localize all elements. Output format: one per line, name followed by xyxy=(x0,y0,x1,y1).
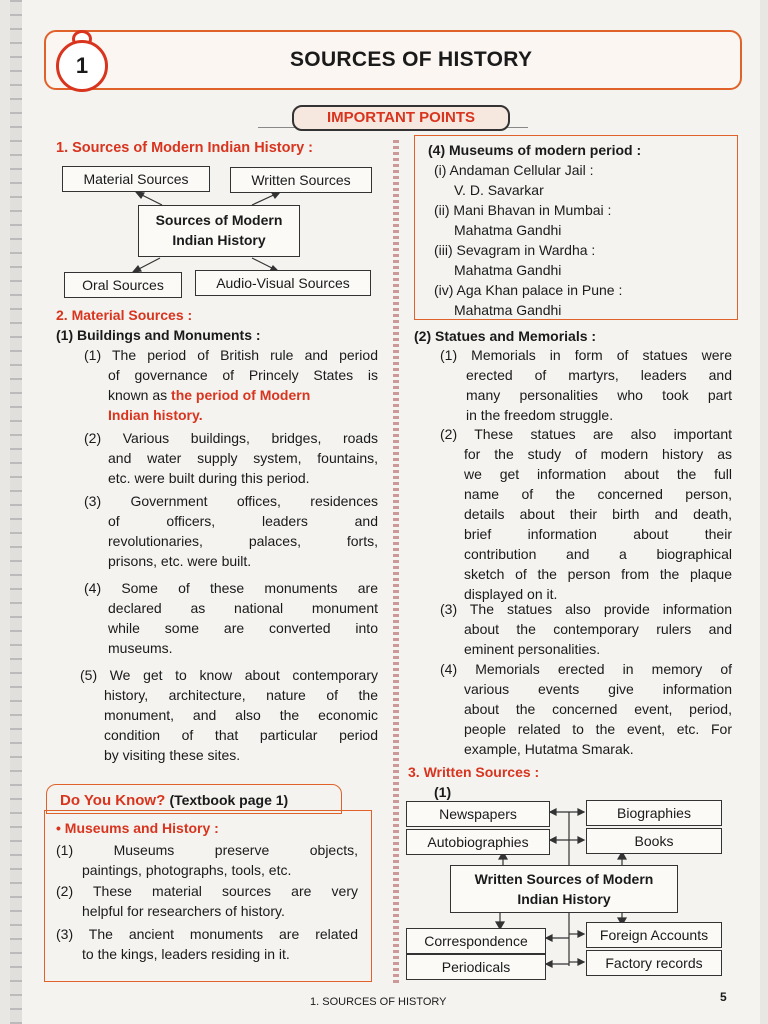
statues-point-3: (3) The statues also provide information about the contemporary rulers and eminent personalities. xyxy=(440,601,732,657)
material-point-2: (2) Various buildings, bridges, roads and water supply system, fountains, etc. were built during this period. xyxy=(84,430,378,486)
foreign-accounts-box: Foreign Accounts xyxy=(586,922,722,948)
statues-memorials-heading: (2) Statues and Memorials : xyxy=(414,328,597,344)
newspapers-box: Newspapers xyxy=(406,801,550,827)
chapter-title: SOURCES OF HISTORY xyxy=(290,48,533,71)
center-line-1: Sources of Modern xyxy=(155,212,283,228)
do-you-know-title: Do You Know? (Textbook page 1) xyxy=(60,792,289,809)
museums-history-heading: • Museums and History : xyxy=(56,820,219,836)
written-sources-box: Written Sources xyxy=(230,167,372,193)
written-center-line-2: Indian History xyxy=(517,891,611,907)
dyk-point-1: (1) Museums preserve objects, paintings, photographs, tools, etc. xyxy=(56,842,358,878)
section2-heading: 2. Material Sources : xyxy=(56,307,193,323)
biographies-box: Biographies xyxy=(586,800,722,826)
page-footer: 1. SOURCES OF HISTORY xyxy=(310,996,447,1008)
museums-heading: (4) Museums of modern period : xyxy=(428,142,642,158)
factory-records-box: Factory records xyxy=(586,950,722,976)
sources-modern-history-box xyxy=(138,205,300,257)
statues-point-2: (2) These statues are also important for the study of modern history as we get information about the full name of the concerned person, details about their birth and death, brief information about their contribution and a biographical sketch of the person from the plaque displayed on it. xyxy=(440,426,732,602)
correspondence-box: Correspondence xyxy=(406,928,546,954)
written-center-line-1: Written Sources of Modern xyxy=(474,871,654,887)
books-box: Books xyxy=(586,828,722,854)
material-point-5: (5) We get to know about contemporary history, architecture, nature of the monument, and also the economic condition of that particular period by visiting these sites. xyxy=(80,667,378,763)
autobiographies-box: Autobiographies xyxy=(406,829,550,855)
buildings-monuments-heading: (1) Buildings and Monuments : xyxy=(56,327,261,343)
center-line-2: Indian History xyxy=(172,232,266,248)
material-point-4: (4) Some of these monuments are declared as national monument while some are converted into museums. xyxy=(84,580,378,656)
statues-point-4: (4) Memorials erected in memory of various events give information about the concerned event, period, people related to the event, etc. For example, Hutatma Smarak. xyxy=(440,661,732,757)
statues-point-1: (1) Memorials in form of statues were erected of martyrs, leaders and many personalities who took part in the freedom struggle. xyxy=(440,347,732,423)
periodicals-box: Periodicals xyxy=(406,954,546,980)
oral-sources-box: Oral Sources xyxy=(64,272,182,298)
chapter-number: 1 xyxy=(56,40,108,92)
dyk-point-2: (2) These material sources are very helpful for researchers of history. xyxy=(56,883,358,919)
museum-list: (i) Andaman Cellular Jail : V. D. Savarkar (ii) Mani Bhavan in Mumbai : Mahatma Gandhi (iii) Sevagram in Wardha : Mahatma Gandhi (iv) Aga Khan palace in Pune : Mahatma Gandhi xyxy=(434,162,623,318)
audio-visual-sources-box: Audio-Visual Sources xyxy=(195,270,371,296)
written-sources-sub: (1) xyxy=(434,784,452,800)
dyk-point-3: (3) The ancient monuments are related to the kings, leaders residing in it. xyxy=(56,926,358,962)
material-point-3: (3) Government offices, residences of officers, leaders and revolutionaries, palaces, forts, prisons, etc. were built. xyxy=(84,493,378,569)
material-point-1: (1) The period of British rule and period of governance of Princely States is known as the period of Modern Indian history. xyxy=(84,347,378,423)
important-points-tag: IMPORTANT POINTS xyxy=(292,105,510,131)
written-sources-modern-box xyxy=(450,865,678,913)
section1-heading: 1. Sources of Modern Indian History : xyxy=(56,140,314,156)
section3-heading: 3. Written Sources : xyxy=(408,764,540,780)
material-sources-box: Material Sources xyxy=(62,166,210,192)
page-number: 5 xyxy=(720,990,727,1004)
